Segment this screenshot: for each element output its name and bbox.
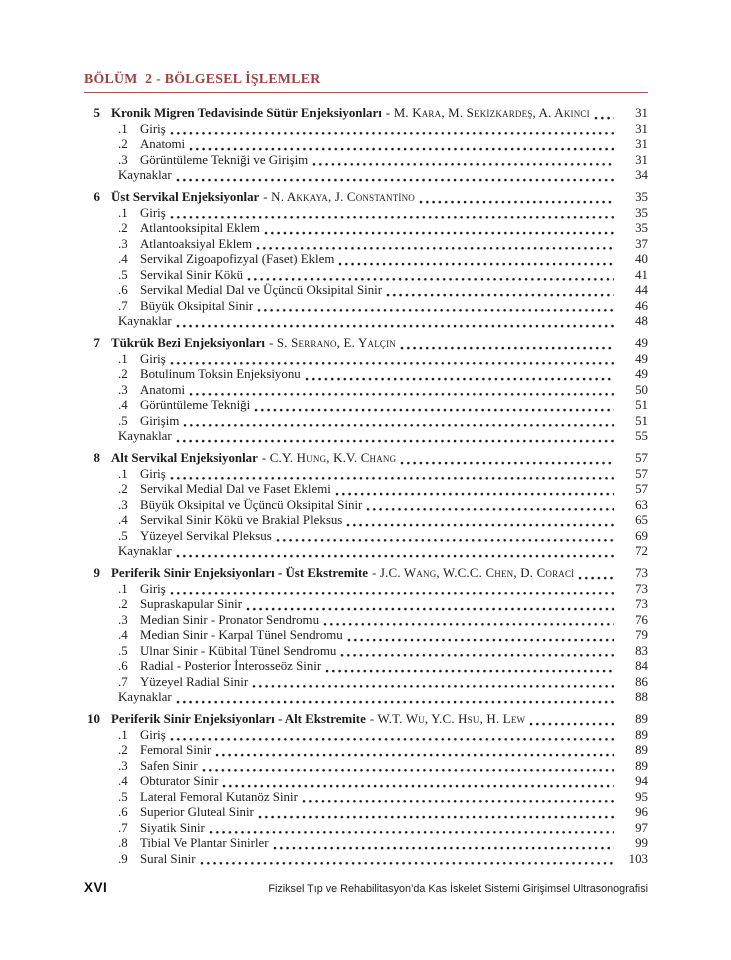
item-page-number: 73	[635, 597, 648, 611]
dot-leader	[255, 237, 614, 253]
toc-item-row	[84, 168, 648, 184]
dot-leader	[175, 690, 614, 706]
item-page-number: 57	[635, 482, 648, 496]
item-number: .8	[118, 836, 128, 850]
dot-leader	[175, 544, 614, 560]
item-title: Servikal Sinir Kökü	[140, 267, 244, 282]
dot-leader	[324, 659, 614, 675]
item-title: Büyük Oksipital ve Üçüncü Oksipital Sinir	[140, 497, 363, 512]
item-title: Girişim	[140, 413, 180, 428]
item-page-number: 97	[635, 820, 648, 835]
toc-item-row	[84, 513, 648, 529]
toc-chapter-row	[84, 712, 648, 728]
dot-leader	[253, 398, 614, 414]
toc-chapter-row	[84, 566, 648, 582]
dot-leader	[339, 644, 614, 660]
chapter-items	[84, 467, 648, 560]
item-page-number: 84	[635, 659, 648, 673]
item-number: .1	[118, 121, 128, 136]
item-page-number: 86	[635, 674, 648, 689]
item-number: .5	[118, 643, 128, 658]
dot-leader	[214, 743, 614, 759]
chapter-page-number: 73	[635, 566, 648, 580]
chapter-items	[84, 352, 648, 445]
chapter-items	[84, 122, 648, 184]
chapter-title: Kronik Migren Tedavisinde Sütür Enjeksiyonları	[111, 106, 382, 120]
toc-chapter-row	[84, 451, 648, 467]
item-title: Kaynaklar	[118, 544, 172, 558]
item-page-number: 35	[635, 205, 648, 220]
item-number: .4	[118, 252, 128, 266]
dot-leader	[275, 529, 614, 545]
item-page-number: 48	[635, 314, 648, 328]
dot-leader	[208, 821, 614, 837]
item-title: Botulinum Toksin Enjeksiyonu	[140, 367, 301, 381]
dot-leader	[175, 168, 614, 184]
dot-leader	[245, 597, 614, 613]
chapter-number: 7	[93, 336, 100, 350]
toc-item-row	[84, 314, 648, 330]
item-title: Servikal Medial Dal ve Üçüncü Oksipital Sinir	[140, 283, 383, 297]
item-page-number: 49	[635, 367, 648, 381]
toc-chapter	[84, 106, 648, 184]
item-page-number: 99	[635, 836, 648, 850]
item-page-number: 51	[635, 413, 648, 428]
toc-item-row	[84, 659, 648, 675]
chapter-page-number: 35	[635, 190, 648, 204]
item-number: .2	[118, 367, 128, 381]
toc-item-row	[84, 644, 648, 660]
item-number: .1	[118, 727, 128, 742]
dot-leader	[251, 675, 614, 691]
item-number: .3	[118, 236, 128, 251]
folio-page-number: XVI	[84, 880, 108, 895]
chapter-title: Periferik Sinir Enjeksiyonları - Üst Ekstremite	[111, 566, 368, 580]
toc-item-row	[84, 252, 648, 268]
dot-leader	[201, 759, 614, 775]
item-title: Atlantooksipital Eklem	[140, 221, 260, 235]
item-number: .7	[118, 820, 128, 835]
item-title: Giriş	[140, 121, 166, 136]
item-number: .3	[118, 758, 128, 773]
item-page-number: 89	[635, 727, 648, 742]
chapter-authors: - N. Akkaya, J. Constantino	[263, 190, 415, 204]
item-title: Sural Sinir	[140, 851, 196, 866]
item-number: .5	[118, 413, 128, 428]
chapter-authors: - J.C. Wang, W.C.C. Chen, D. Coraci	[371, 566, 575, 580]
toc-item-row	[84, 352, 648, 368]
section-title: BÖLÜM 2 - BÖLGESEL İŞLEMLER	[84, 71, 321, 86]
item-number: .9	[118, 851, 128, 866]
chapter-authors: - M. Kara, M. Sekizkardeş, A. Akıncı	[385, 106, 590, 120]
toc-item-row	[84, 482, 648, 498]
dot-leader	[169, 728, 614, 744]
toc-item-row	[84, 774, 648, 790]
dot-leader	[385, 283, 614, 299]
item-page-number: 34	[635, 168, 648, 182]
chapter-title: Alt Servikal Enjeksiyonlar	[111, 451, 258, 465]
section-header	[84, 72, 648, 93]
item-number: .3	[118, 152, 128, 167]
item-page-number: 49	[635, 351, 648, 366]
toc-item-row	[84, 268, 648, 284]
item-title: Giriş	[140, 351, 166, 366]
item-title: Servikal Sinir Kökü ve Brakial Pleksus	[140, 513, 343, 527]
page-footer	[84, 880, 648, 895]
dot-leader	[169, 122, 614, 138]
toc-item-row	[84, 367, 648, 383]
chapter-number: 6	[93, 190, 100, 204]
toc-item-row	[84, 852, 648, 868]
item-number: .1	[118, 351, 128, 366]
item-title: Giriş	[140, 581, 166, 596]
item-title: Radial - Posterior İnterosseöz Sinir	[140, 659, 322, 673]
item-title: Lateral Femoral Kutanöz Sinir	[140, 789, 298, 804]
toc-item-row	[84, 597, 648, 613]
item-number: .2	[118, 221, 128, 235]
dot-leader	[263, 221, 614, 237]
item-title: Yüzeyel Radial Sinir	[140, 674, 249, 689]
item-number: .7	[118, 674, 128, 689]
toc-chapter-row	[84, 190, 648, 206]
item-title: Kaynaklar	[118, 168, 172, 182]
book-title: Fiziksel Tıp ve Rehabilitasyon’da Kas İskelet Sistemi Girişimsel Ultrasonografisi	[268, 883, 648, 895]
item-number: .2	[118, 743, 128, 757]
toc-list	[84, 106, 648, 867]
item-page-number: 31	[635, 137, 648, 151]
item-page-number: 89	[635, 743, 648, 757]
dot-leader	[304, 367, 614, 383]
item-page-number: 31	[635, 121, 648, 136]
item-page-number: 103	[628, 851, 648, 866]
item-title: Safen Sinir	[140, 758, 198, 773]
toc-chapter	[84, 190, 648, 330]
chapter-page-number: 31	[635, 106, 648, 120]
chapter-items	[84, 206, 648, 330]
item-page-number: 76	[635, 612, 648, 627]
item-page-number: 72	[635, 544, 648, 558]
item-title: Servikal Zigoapofizyal (Faset) Eklem	[140, 252, 335, 266]
item-page-number: 46	[635, 298, 648, 313]
chapter-number: 8	[93, 451, 100, 465]
toc-item-row	[84, 743, 648, 759]
item-number: .1	[118, 205, 128, 220]
item-title: Obturator Sinir	[140, 774, 219, 788]
item-number: .3	[118, 382, 128, 397]
toc-item-row	[84, 398, 648, 414]
item-title: Görüntüleme Tekniği	[140, 398, 251, 412]
dot-leader	[182, 414, 614, 430]
page-content	[84, 72, 648, 867]
item-title: Kaynaklar	[118, 429, 172, 443]
toc-item-row	[84, 690, 648, 706]
dot-leader	[188, 137, 614, 153]
dot-leader	[577, 566, 614, 582]
dot-leader	[169, 206, 614, 222]
toc-chapter	[84, 566, 648, 706]
dot-leader	[399, 451, 614, 467]
chapter-number: 10	[87, 712, 100, 726]
item-title: Ulnar Sinir - Kübital Tünel Sendromu	[140, 643, 337, 658]
toc-item-row	[84, 836, 648, 852]
item-title: Siyatik Sinir	[140, 820, 205, 835]
toc-item-row	[84, 805, 648, 821]
item-page-number: 69	[635, 528, 648, 543]
dot-leader	[345, 513, 614, 529]
item-title: Median Sinir - Pronator Sendromu	[140, 612, 320, 627]
toc-chapter-row	[84, 336, 648, 352]
item-page-number: 79	[635, 628, 648, 642]
dot-leader	[169, 467, 614, 483]
toc-item-row	[84, 206, 648, 222]
toc-item-row	[84, 613, 648, 629]
dot-leader	[188, 383, 614, 399]
dot-leader	[272, 836, 614, 852]
toc-item-row	[84, 237, 648, 253]
chapter-authors: - C.Y. Hung, K.V. Chang	[261, 451, 397, 465]
toc-item-row	[84, 628, 648, 644]
dot-leader	[256, 299, 614, 315]
toc-chapter	[84, 336, 648, 445]
item-page-number: 95	[635, 789, 648, 804]
item-number: .3	[118, 497, 128, 512]
item-page-number: 83	[635, 643, 648, 658]
item-title: Median Sinir - Karpal Tünel Sendromu	[140, 628, 343, 642]
toc-chapter	[84, 451, 648, 560]
item-number: .6	[118, 805, 128, 819]
item-number: .5	[118, 267, 128, 282]
item-page-number: 89	[635, 758, 648, 773]
item-number: .4	[118, 398, 128, 412]
toc-item-row	[84, 122, 648, 138]
toc-item-row	[84, 221, 648, 237]
item-number: .1	[118, 581, 128, 596]
dot-leader	[322, 613, 614, 629]
item-page-number: 96	[635, 805, 648, 819]
chapter-page-number: 89	[635, 712, 648, 726]
dot-leader	[257, 805, 614, 821]
item-page-number: 57	[635, 466, 648, 481]
item-number: .3	[118, 612, 128, 627]
item-number: .5	[118, 789, 128, 804]
item-title: Yüzeyel Servikal Pleksus	[140, 528, 272, 543]
item-title: Superior Gluteal Sinir	[140, 805, 254, 819]
dot-leader	[346, 628, 614, 644]
toc-item-row	[84, 498, 648, 514]
item-page-number: 35	[635, 221, 648, 235]
dot-leader	[528, 712, 614, 728]
toc-item-row	[84, 529, 648, 545]
item-number: .7	[118, 298, 128, 313]
dot-leader	[593, 106, 614, 122]
item-page-number: 63	[635, 497, 648, 512]
toc-item-row	[84, 544, 648, 560]
chapter-authors: - W.T. Wu, Y.C. Hsu, H. Lew	[369, 712, 526, 726]
item-number: .5	[118, 528, 128, 543]
item-page-number: 55	[635, 429, 648, 443]
item-title: Atlantoaksiyal Eklem	[140, 236, 253, 251]
dot-leader	[199, 852, 614, 868]
item-title: Supraskapular Sinir	[140, 597, 243, 611]
item-number: .2	[118, 482, 128, 496]
chapter-items	[84, 728, 648, 868]
item-page-number: 40	[635, 252, 648, 266]
chapter-title: Periferik Sinir Enjeksiyonları - Alt Ekstremite	[111, 712, 366, 726]
chapter-authors: - S. Serrano, E. Yalçın	[269, 336, 397, 350]
dot-leader	[169, 582, 614, 598]
dot-leader	[418, 190, 614, 206]
item-page-number: 73	[635, 581, 648, 596]
dot-leader	[337, 252, 614, 268]
toc-item-row	[84, 299, 648, 315]
item-page-number: 44	[635, 283, 648, 297]
dot-leader	[399, 336, 614, 352]
item-page-number: 37	[635, 236, 648, 251]
item-number: .4	[118, 774, 128, 788]
item-title: Servikal Medial Dal ve Faset Eklemi	[140, 482, 331, 496]
item-title: Giriş	[140, 205, 166, 220]
item-title: Kaynaklar	[118, 690, 172, 704]
item-page-number: 94	[635, 774, 648, 788]
chapter-number: 9	[93, 566, 100, 580]
item-page-number: 41	[635, 267, 648, 282]
item-title: Büyük Oksipital Sinir	[140, 298, 254, 313]
toc-item-row	[84, 383, 648, 399]
dot-leader	[311, 153, 614, 169]
dot-leader	[169, 352, 614, 368]
item-number: .4	[118, 628, 128, 642]
item-title: Giriş	[140, 727, 166, 742]
item-title: Femoral Sinir	[140, 743, 212, 757]
dot-leader	[301, 790, 614, 806]
chapter-number: 5	[93, 106, 100, 120]
chapter-title: Tükrük Bezi Enjeksiyonları	[111, 336, 266, 350]
dot-leader	[365, 498, 614, 514]
item-page-number: 50	[635, 382, 648, 397]
dot-leader	[175, 314, 614, 330]
item-page-number: 31	[635, 152, 648, 167]
dot-leader	[175, 429, 614, 445]
toc-item-row	[84, 582, 648, 598]
toc-chapter-row	[84, 106, 648, 122]
toc-chapter	[84, 712, 648, 867]
item-page-number: 65	[635, 513, 648, 527]
chapter-items	[84, 582, 648, 706]
item-number: .1	[118, 466, 128, 481]
toc-item-row	[84, 137, 648, 153]
chapter-page-number: 49	[635, 336, 648, 350]
toc-item-row	[84, 675, 648, 691]
toc-item-row	[84, 414, 648, 430]
toc-item-row	[84, 821, 648, 837]
toc-item-row	[84, 429, 648, 445]
header-rule	[84, 92, 648, 93]
item-number: .2	[118, 137, 128, 151]
toc-item-row	[84, 759, 648, 775]
item-title: Giriş	[140, 466, 166, 481]
item-page-number: 51	[635, 398, 648, 412]
item-title: Anatomi	[140, 137, 186, 151]
toc-item-row	[84, 467, 648, 483]
item-number: .6	[118, 659, 128, 673]
item-number: .6	[118, 283, 128, 297]
toc-item-row	[84, 283, 648, 299]
item-number: .4	[118, 513, 128, 527]
chapter-page-number: 57	[635, 451, 648, 465]
item-title: Kaynaklar	[118, 314, 172, 328]
dot-leader	[334, 482, 614, 498]
item-number: .2	[118, 597, 128, 611]
item-title: Tibial Ve Plantar Sinirler	[140, 836, 269, 850]
item-title: Görüntüleme Tekniği ve Girişim	[140, 152, 309, 167]
toc-item-row	[84, 728, 648, 744]
toc-item-row	[84, 153, 648, 169]
item-title: Anatomi	[140, 382, 186, 397]
chapter-title: Üst Servikal Enjeksiyonlar	[111, 190, 260, 204]
item-page-number: 88	[635, 690, 648, 704]
dot-leader	[246, 268, 614, 284]
dot-leader	[221, 774, 614, 790]
toc-item-row	[84, 790, 648, 806]
